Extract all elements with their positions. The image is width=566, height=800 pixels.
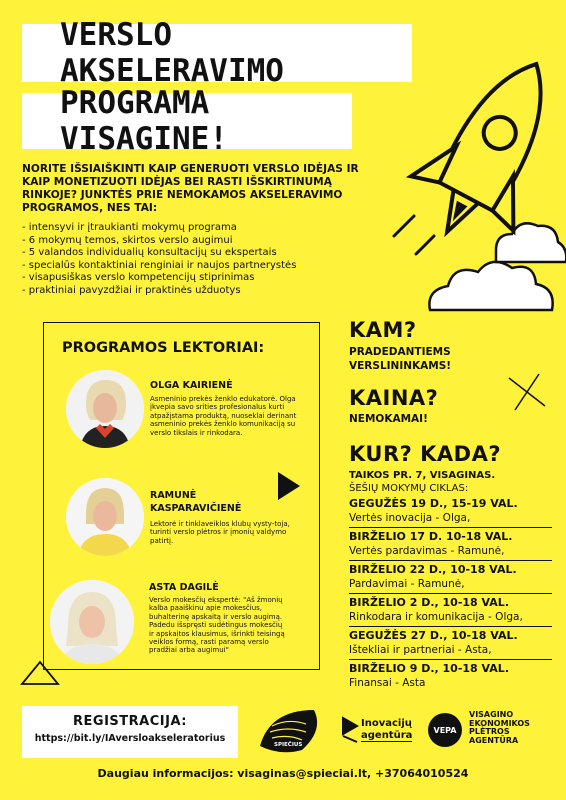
- kam-heading: KAM?: [349, 318, 417, 342]
- list-item: - praktiniai pavyzdžiai ir praktinės užduotys: [22, 284, 241, 296]
- vepa-line: EKONOMIKOS: [469, 718, 530, 728]
- list-item: - intensyvi ir įtraukianti mokymų programa: [22, 222, 237, 233]
- vepa-line: VISAGINO: [469, 710, 514, 719]
- lecturer-photo-asta: [50, 580, 134, 664]
- schedule: [349, 470, 559, 690]
- lecturer-name-olga: OLGA KAIRIENĖ: [150, 380, 233, 391]
- inovaciju-logo-text-1: Inovacijų: [361, 718, 412, 729]
- session-date: BIRŽELIO 22 D., 10-18 VAL.: [349, 563, 517, 576]
- cloud-icon: [429, 262, 552, 310]
- divider: [349, 659, 552, 660]
- vepa-line: PLĖTROS: [469, 727, 510, 736]
- registration-title: REGISTRACIJA:: [73, 714, 187, 729]
- inovaciju-agentura-logo: [341, 714, 416, 750]
- inovaciju-logo-text-2: agentūra: [361, 730, 413, 741]
- registration-box: [22, 706, 238, 758]
- intro-text: NORITE IŠSIAIŠKINTI KAIP GENERUOTI VERSLO IDĖJAS IR KAIP MONETIZUOTI IDĖJAS BEI RASTI IŠSKIRTINUMĄ RINKOJE? JUNKTĖS PRIE NEMOKAMOS AKSELERAVIMO PROGRAMOS, NES TAI:: [22, 163, 359, 214]
- lecturer-desc-ramune: Lektorė ir tinklaveiklos klubų vysty-toja, turinti verslo plėtros ir įmonių valdymo patirtį.: [150, 520, 290, 545]
- triangle-icon: [276, 470, 302, 502]
- vepa-line: AGENTŪRA: [469, 735, 519, 745]
- kam-answer-1: PRADEDANTIEMS: [349, 346, 451, 358]
- inovaciju-logo-icon: [341, 716, 359, 744]
- person-photo-icon: [66, 370, 144, 448]
- list-item: - visapusiškas verslo kompetencijų stiprinimas: [22, 272, 255, 284]
- session-topic: Rinkodara ir komunikacija - Olga,: [349, 611, 523, 623]
- lecturer-photo-olga: [66, 370, 144, 448]
- session-date: BIRŽELIO 9 D., 10-18 VAL.: [349, 662, 509, 675]
- divider: [349, 593, 552, 594]
- session-topic: Finansai - Asta: [349, 677, 426, 689]
- kur-kada-heading: KUR? KADA?: [349, 442, 502, 466]
- person-photo-icon: [66, 478, 144, 556]
- lecturer-name-ramune-first: RAMUNĖ: [150, 490, 197, 501]
- session-date: GEGUŽĖS 27 D., 10-18 VAL.: [349, 629, 518, 642]
- kaina-heading: KAINA?: [349, 386, 439, 410]
- triangle-outline-icon: [18, 658, 62, 688]
- lecturer-name-asta: ASTA DAGILĖ: [149, 582, 219, 593]
- spieciai-logo-icon: [258, 706, 322, 756]
- person-photo-icon: [50, 580, 134, 664]
- title-line-2: PROGRAMA VISAGINE!: [22, 93, 352, 149]
- kam-answer-2: VERSLININKAMS!: [349, 360, 452, 372]
- lecturers-heading: PROGRAMOS LEKTORIAI:: [62, 340, 265, 356]
- cross-icon: [505, 370, 549, 414]
- session-topic: Pardavimai - Ramunė,: [349, 578, 465, 590]
- vepa-badge: VEPA: [428, 713, 462, 747]
- rocket-illustration: [370, 40, 566, 340]
- list-item: - specialūs kontaktiniai renginiai ir naujos partnerystės: [22, 259, 297, 271]
- divider: [349, 626, 552, 627]
- session-topic: Ištekliai ir partneriai - Asta,: [349, 644, 492, 656]
- session-date: GEGUŽĖS 19 D., 15-19 VAL.: [349, 497, 518, 510]
- list-item: - 5 valandos individualių konsultacijų su ekspertais: [22, 247, 277, 259]
- lecturer-desc-olga: Asmeninio prekės ženklo edukatorė. Olga įkvepia savo srities profesionalus kurti atpažįstama produktą, nuoseklai derinant asmeninio prekės ženklo komunikaciją su verslo tikslais ir rinkodara.: [150, 395, 297, 437]
- benefits-list: [22, 222, 382, 298]
- divider: [349, 560, 552, 561]
- title-line-1: VERSLO AKSELERAVIMO: [22, 24, 412, 82]
- divider: [349, 527, 552, 528]
- spieciai-logo: [258, 706, 322, 756]
- spieciai-logo-text: SPIEČIUS: [274, 742, 303, 748]
- lecturer-desc-asta: Verslo mokesčių ekspertė: "Aš žmonių kalba paaiškinu apie mokesčius, buhalterinę apskaitą ir verslo augimą. Padedu išspręsti sudėtingus mokesčių ir apskaitos klausimus, išrinkti teisingą veiklos formą, rasti paramą verslo pradžiai arba augimui": [149, 596, 285, 655]
- registration-link[interactable]: https://bit.ly/IAversloakseleratorius: [34, 733, 226, 744]
- lecturer-photo-ramune: [66, 478, 144, 556]
- session-date: BIRŽELIO 17 D. 10-18 VAL.: [349, 530, 513, 543]
- footer-contact: Daugiau informacijos: visaginas@spieciai.lt, +37064010524: [97, 767, 469, 780]
- venue: TAIKOS PR. 7, VISAGINAS.: [349, 470, 496, 481]
- session-topic: Vertės inovacija - Olga,: [349, 512, 471, 524]
- list-item: - 6 mokymų temos, skirtos verslo augimui: [22, 234, 233, 246]
- session-topic: Vertės pardavimas - Ramunė,: [349, 545, 505, 557]
- kaina-answer: NEMOKAMAI!: [349, 413, 428, 425]
- vepa-logo-text: [469, 711, 530, 745]
- cycle-label: ŠEŠIŲ MOKYMŲ CIKLAS:: [349, 483, 469, 494]
- session-date: BIRŽELIO 2 D., 10-18 VAL.: [349, 596, 509, 609]
- lecturer-name-ramune-last: KASPARAVIČIENĖ: [150, 503, 242, 514]
